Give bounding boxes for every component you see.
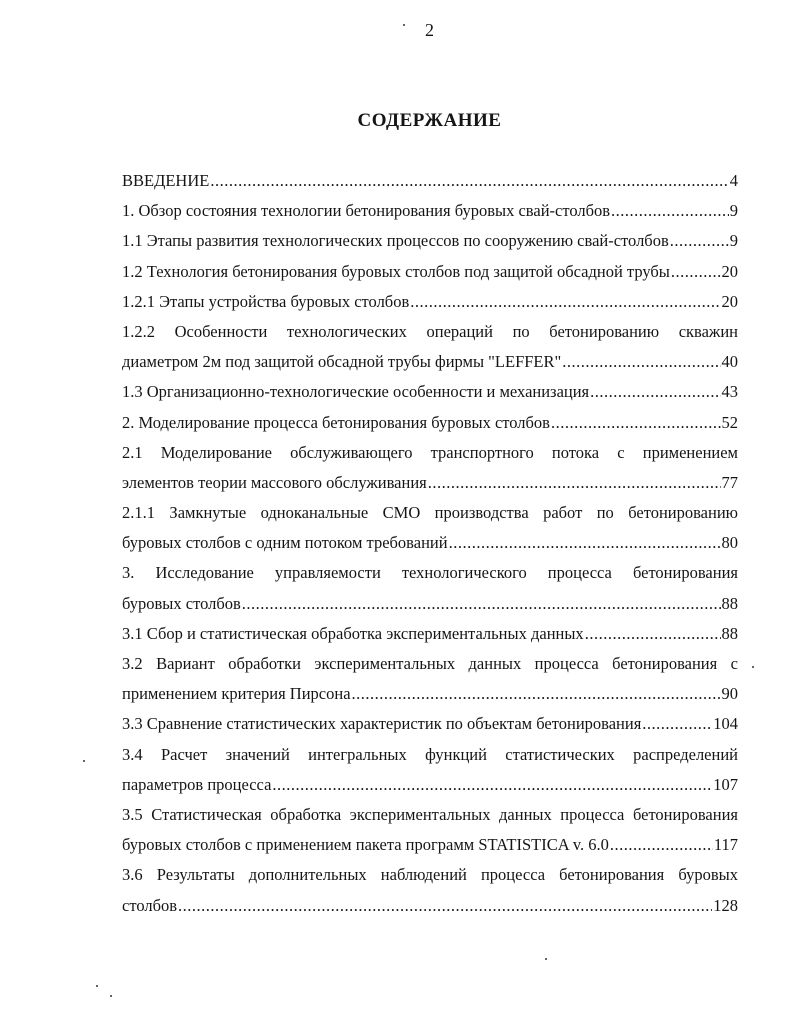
toc-entry xyxy=(122,438,738,498)
dot-leader xyxy=(611,196,729,226)
toc-entry xyxy=(122,709,738,739)
dot-leader xyxy=(610,830,713,860)
toc-entry xyxy=(122,498,738,558)
toc-entry xyxy=(122,166,738,196)
table-of-contents xyxy=(122,166,738,921)
dot-leader xyxy=(585,619,721,649)
toc-entry xyxy=(122,226,738,256)
dot-leader xyxy=(562,347,720,377)
dot-leader xyxy=(551,408,721,438)
page-title: СОДЕРЖАНИЕ xyxy=(357,110,502,131)
dot-leader xyxy=(272,770,712,800)
scan-speck xyxy=(545,958,547,960)
toc-entry-title: 1. Обзор состояния технологии бетонирования буровых свай-столбов xyxy=(122,201,611,221)
toc-entry xyxy=(122,287,738,317)
dot-leader xyxy=(449,528,721,558)
dot-leader xyxy=(590,377,720,407)
toc-entry-title: 1.2.1 Этапы устройства буровых столбов xyxy=(122,291,410,311)
dot-leader xyxy=(428,468,721,498)
toc-entry xyxy=(122,558,738,618)
scan-speck xyxy=(83,760,85,762)
toc-entry-page: 43 xyxy=(721,382,738,402)
toc-entry-page: 9 xyxy=(729,201,738,221)
toc-entry-title-continued: применением критерия Пирсона xyxy=(122,684,351,704)
page-number: 2 xyxy=(425,20,434,40)
dot-leader xyxy=(242,589,721,619)
dot-leader xyxy=(410,287,720,317)
toc-entry-title-continued: буровых столбов с применением пакета программ STATISTICA v. 6.0 xyxy=(122,835,609,855)
toc-entry xyxy=(122,196,738,226)
dot-leader xyxy=(670,226,729,256)
toc-entry-page: 88 xyxy=(721,593,738,613)
toc-entry-page: 9 xyxy=(729,231,738,251)
toc-entry-page: 77 xyxy=(721,472,738,492)
toc-entry-title-continued: диаметром 2м под защитой обсадной трубы фирмы "LEFFER" xyxy=(122,352,562,372)
toc-entry-page: 20 xyxy=(721,291,738,311)
toc-entry-title: 3.4 Расчет значений интегральных функций статистических распределений xyxy=(122,744,738,764)
toc-entry-title: 2.1.1 Замкнутые одноканальные СМО производства работ по бетонированию xyxy=(122,503,738,523)
toc-entry-page: 117 xyxy=(713,835,738,855)
dot-leader xyxy=(178,891,712,921)
toc-entry-page: 52 xyxy=(721,412,738,432)
scan-speck xyxy=(96,985,98,987)
scan-speck xyxy=(752,666,754,668)
toc-entry-page: 20 xyxy=(721,261,738,281)
toc-entry-title: 1.1 Этапы развития технологических процессов по сооружению свай-столбов xyxy=(122,231,669,251)
toc-entry-title-continued: буровых столбов xyxy=(122,593,241,613)
toc-entry xyxy=(122,619,738,649)
toc-entry xyxy=(122,800,738,860)
toc-entry xyxy=(122,740,738,800)
toc-entry-title: 1.3 Организационно-технологические особенности и механизация xyxy=(122,382,590,402)
toc-entry-title: 3. Исследование управляемости технологического процесса бетонирования xyxy=(122,563,738,583)
dot-leader xyxy=(642,709,712,739)
toc-entry-title: 3.2 Вариант обработки экспериментальных данных процесса бетонирования с xyxy=(122,654,738,673)
toc-entry-page: 90 xyxy=(721,684,738,704)
scan-speck xyxy=(403,24,405,26)
toc-entry-page: 88 xyxy=(721,623,738,643)
toc-entry-title: 2.1 Моделирование обслуживающего транспортного потока с применением xyxy=(122,442,738,462)
toc-entry xyxy=(122,860,738,920)
toc-entry xyxy=(122,649,738,709)
toc-entry-title: 3.6 Результаты дополнительных наблюдений процесса бетонирования буровых xyxy=(122,865,738,885)
toc-entry-title: 1.2 Технология бетонирования буровых столбов под защитой обсадной трубы xyxy=(122,261,670,281)
toc-entry-title: ВВЕДЕНИЕ xyxy=(122,171,210,190)
toc-entry-page: 128 xyxy=(713,895,738,915)
toc-entry-title: 1.2.2 Особенности технологических операций по бетонированию скважин xyxy=(122,321,738,341)
toc-entry-title: 2. Моделирование процесса бетонирования буровых столбов xyxy=(122,412,550,432)
toc-entry-title-continued: элементов теории массового обслуживания xyxy=(122,472,427,492)
toc-entry-title: 3.3 Сравнение статистических характеристик по объектам бетонирования xyxy=(122,714,642,734)
toc-entry xyxy=(122,317,738,377)
dot-leader xyxy=(210,166,728,196)
toc-entry-title: 3.5 Статистическая обработка экспериментальных данных процесса бетонирования xyxy=(122,804,738,824)
toc-entry-title-continued: параметров процесса xyxy=(122,774,272,794)
toc-entry-title-continued: столбов xyxy=(122,895,178,915)
scan-speck xyxy=(110,995,112,997)
toc-entry-page: 104 xyxy=(713,714,738,734)
dot-leader xyxy=(352,679,721,709)
toc-entry xyxy=(122,377,738,407)
toc-entry-title-continued: буровых столбов с одним потоком требований xyxy=(122,533,448,553)
toc-entry-page: 107 xyxy=(713,774,738,794)
toc-entry-page: 40 xyxy=(721,352,738,372)
toc-entry xyxy=(122,257,738,287)
dot-leader xyxy=(671,257,721,287)
toc-entry xyxy=(122,408,738,438)
toc-entry-title: 3.1 Сбор и статистическая обработка экспериментальных данных xyxy=(122,623,584,643)
toc-entry-page: 4 xyxy=(729,171,738,190)
toc-entry-page: 80 xyxy=(721,533,738,553)
